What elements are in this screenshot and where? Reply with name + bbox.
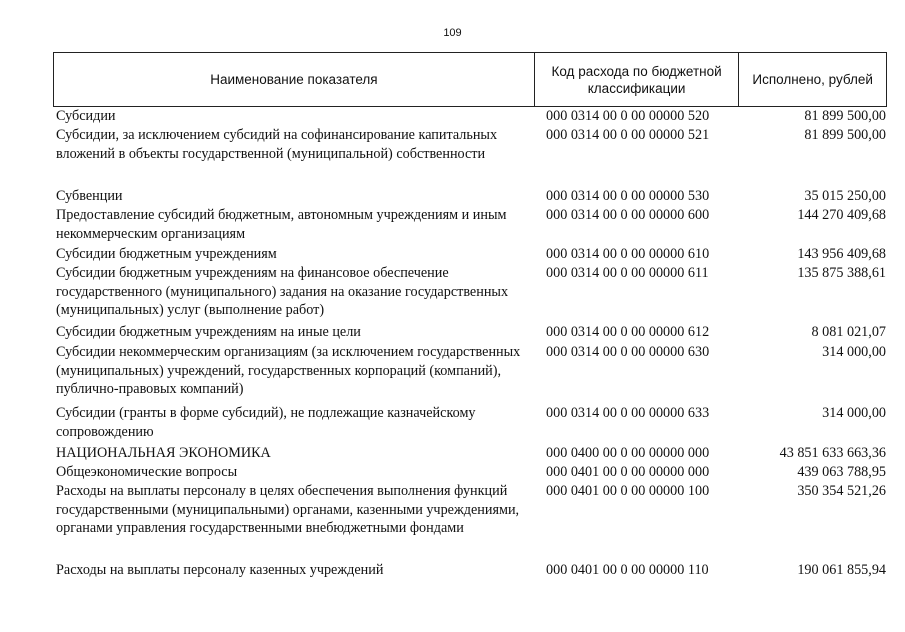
row-name: Расходы на выплаты персоналу в целях обеспечения выполнения функций государственными (муниципальными) органами, казенными учреждениями, органами управления государственными внебюджетными фондами [56, 483, 520, 536]
table-row [56, 404, 886, 444]
table-row [56, 187, 886, 206]
table-row [56, 206, 886, 245]
header-indicator-name: Наименование показателя [54, 53, 535, 106]
page-number: 109 [443, 27, 462, 39]
row-code: 000 0401 00 0 00 00000 000 [546, 464, 710, 480]
row-code: 000 0314 00 0 00 00000 611 [546, 265, 709, 281]
row-amount: 439 063 788,95 [797, 464, 886, 480]
table-row [56, 482, 886, 561]
row-name: Субсидии (гранты в форме субсидий), не подлежащие казначейскому сопровождению [56, 405, 476, 440]
row-amount: 350 354 521,26 [797, 483, 886, 499]
row-amount: 143 956 409,68 [797, 246, 886, 262]
row-amount: 8 081 021,07 [811, 324, 886, 340]
table-row [56, 343, 886, 404]
row-code: 000 0400 00 0 00 00000 000 [546, 445, 710, 461]
table-row [56, 561, 886, 580]
row-code: 000 0314 00 0 00 00000 600 [546, 207, 710, 223]
row-name: НАЦИОНАЛЬНАЯ ЭКОНОМИКА [56, 445, 271, 461]
row-amount: 81 899 500,00 [804, 127, 886, 143]
row-amount: 81 899 500,00 [804, 108, 886, 124]
row-amount: 135 875 388,61 [797, 265, 886, 281]
table-body [56, 107, 886, 580]
row-code: 000 0314 00 0 00 00000 520 [546, 108, 710, 124]
table-row [56, 245, 886, 264]
row-name: Расходы на выплаты персоналу казенных учреждений [56, 562, 384, 578]
row-name: Субсидии бюджетным учреждениям на финансовое обеспечение государственного (муниципального) задания на оказание государственных (муниципальных) услуг (выполнение работ) [56, 265, 509, 318]
table-row [56, 463, 886, 482]
row-amount: 314 000,00 [822, 405, 886, 421]
header-executed: Исполнено, рублей [752, 72, 873, 87]
row-amount: 144 270 409,68 [797, 207, 886, 223]
table-row [56, 126, 886, 187]
row-code: 000 0314 00 0 00 00000 633 [546, 405, 710, 421]
row-code: 000 0314 00 0 00 00000 610 [546, 246, 710, 262]
row-name: Субсидии, за исключением субсидий на софинансирование капитальных вложений в объекты государственной (муниципальной) собственности [56, 127, 498, 162]
row-code: 000 0314 00 0 00 00000 530 [546, 188, 710, 204]
row-amount: 43 851 633 663,36 [779, 445, 886, 461]
table-row [56, 107, 886, 126]
row-name: Субвенции [56, 188, 123, 204]
row-name: Субсидии некоммерческим организациям (за исключением государственных (муниципальных) учреждений, государственных корпораций (компаний), публично-правовых компаний) [56, 344, 521, 397]
table-row [56, 264, 886, 323]
row-name: Субсидии бюджетным учреждениям [56, 246, 277, 262]
header-expense-code: Код расхода по бюджетной классификации [535, 53, 740, 106]
row-name: Субсидии [56, 108, 116, 124]
row-code: 000 0401 00 0 00 00000 110 [546, 562, 709, 578]
table-header [53, 52, 887, 107]
row-name: Предоставление субсидий бюджетным, автономным учреждениям и иным некоммерческим организациям [56, 207, 507, 242]
row-name: Субсидии бюджетным учреждениям на иные цели [56, 324, 361, 340]
row-code: 000 0401 00 0 00 00000 100 [546, 483, 710, 499]
row-amount: 314 000,00 [822, 344, 886, 360]
row-amount: 35 015 250,00 [804, 188, 886, 204]
row-code: 000 0314 00 0 00 00000 612 [546, 324, 710, 340]
row-amount: 190 061 855,94 [797, 562, 886, 578]
row-code: 000 0314 00 0 00 00000 630 [546, 344, 710, 360]
table-row [56, 323, 886, 343]
row-code: 000 0314 00 0 00 00000 521 [546, 127, 710, 143]
row-name: Общеэкономические вопросы [56, 464, 238, 480]
table-row [56, 444, 886, 463]
